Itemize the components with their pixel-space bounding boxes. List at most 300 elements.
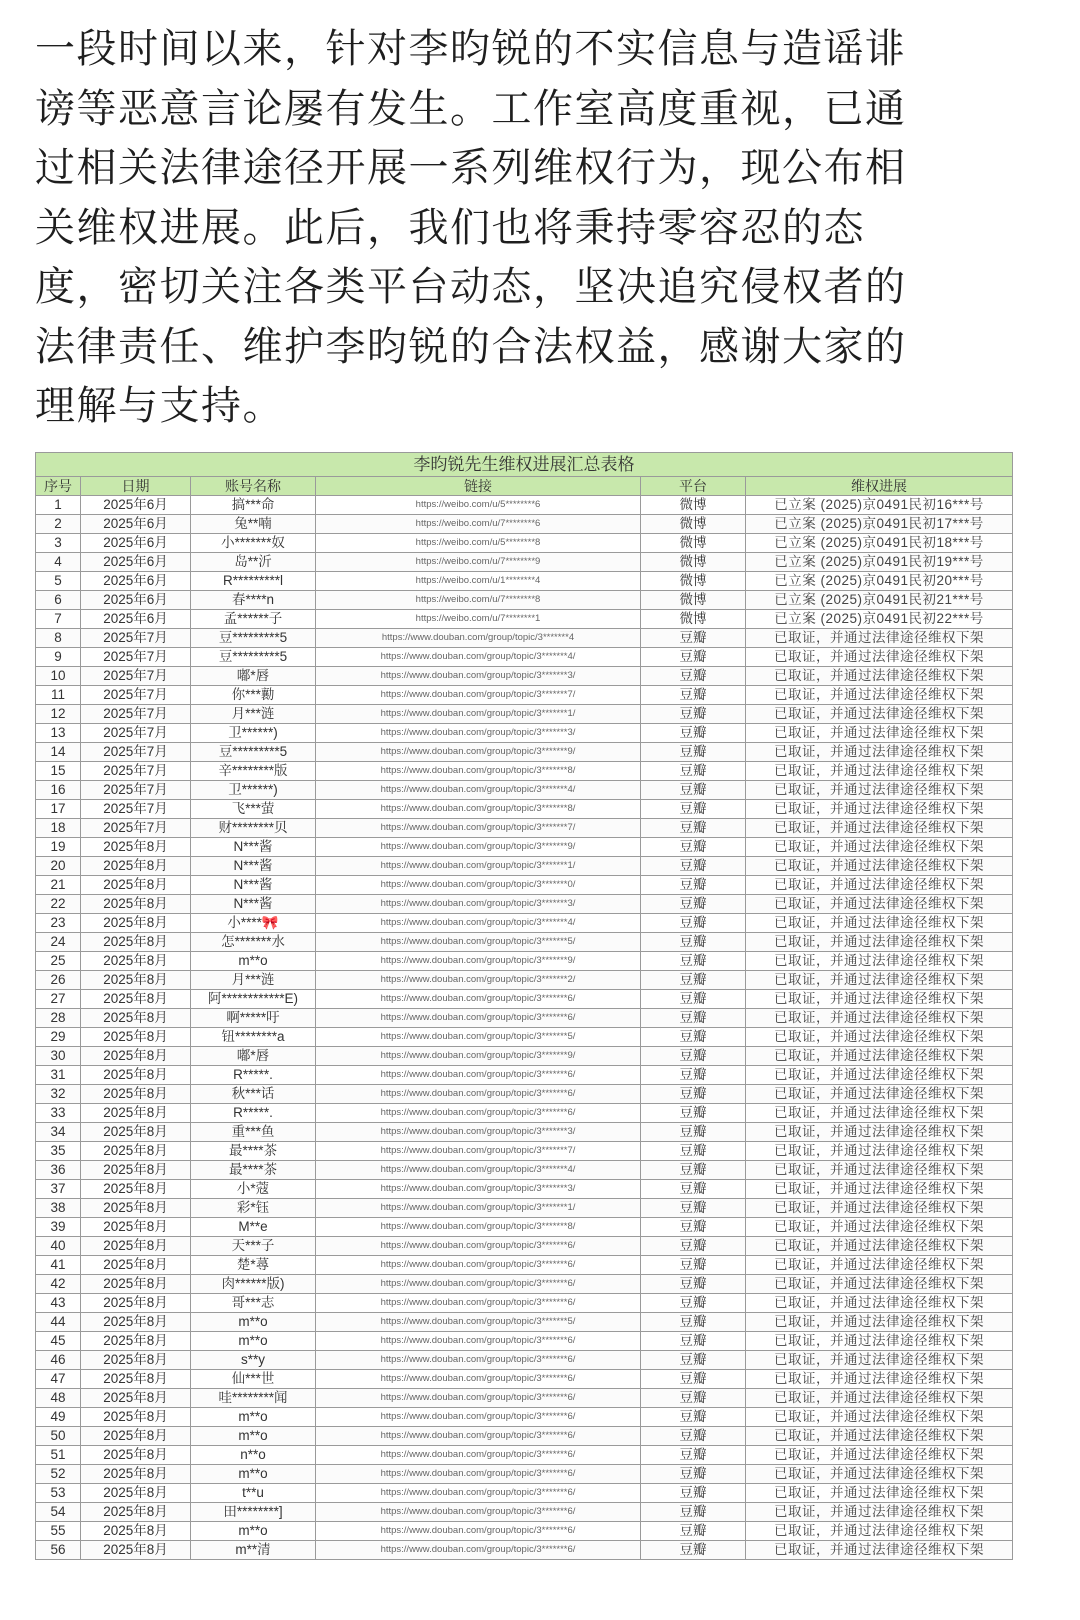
cell-date: 2025年8月 bbox=[81, 933, 191, 952]
cell-account: t**u bbox=[191, 1484, 316, 1503]
cell-index: 52 bbox=[36, 1465, 81, 1484]
cell-progress: 已取证，并通过法律途径维权下架 bbox=[746, 1389, 1013, 1408]
cell-link: https://weibo.com/u/7********9 bbox=[316, 553, 641, 572]
cell-platform: 微博 bbox=[641, 572, 746, 591]
cell-platform: 豆瓣 bbox=[641, 1199, 746, 1218]
cell-progress: 已取证，并通过法律途径维权下架 bbox=[746, 1484, 1013, 1503]
cell-account: N***酱 bbox=[191, 895, 316, 914]
cell-account: 田********] bbox=[191, 1503, 316, 1522]
cell-account: 飞***萤 bbox=[191, 800, 316, 819]
cell-platform: 豆瓣 bbox=[641, 724, 746, 743]
cell-link: https://www.douban.com/group/topic/3*******6/ bbox=[316, 1522, 641, 1541]
cell-link: https://www.douban.com/group/topic/3*******6/ bbox=[316, 1427, 641, 1446]
cell-platform: 豆瓣 bbox=[641, 1085, 746, 1104]
cell-date: 2025年8月 bbox=[81, 1408, 191, 1427]
cell-platform: 豆瓣 bbox=[641, 1408, 746, 1427]
cell-platform: 豆瓣 bbox=[641, 1009, 746, 1028]
cell-link: https://www.douban.com/group/topic/3*******7/ bbox=[316, 1142, 641, 1161]
cell-progress: 已取证，并通过法律途径维权下架 bbox=[746, 1028, 1013, 1047]
cell-platform: 微博 bbox=[641, 553, 746, 572]
cell-progress: 已取证，并通过法律途径维权下架 bbox=[746, 1123, 1013, 1142]
table-row bbox=[36, 1522, 1013, 1541]
cell-link: https://www.douban.com/group/topic/3*******5/ bbox=[316, 1313, 641, 1332]
cell-progress: 已取证，并通过法律途径维权下架 bbox=[746, 914, 1013, 933]
cell-link: https://www.douban.com/group/topic/3*******6/ bbox=[316, 1465, 641, 1484]
cell-platform: 微博 bbox=[641, 534, 746, 553]
table-row bbox=[36, 1199, 1013, 1218]
cell-date: 2025年8月 bbox=[81, 1256, 191, 1275]
cell-index: 48 bbox=[36, 1389, 81, 1408]
cell-platform: 豆瓣 bbox=[641, 1066, 746, 1085]
cell-platform: 豆瓣 bbox=[641, 686, 746, 705]
cell-progress: 已取证，并通过法律途径维权下架 bbox=[746, 1047, 1013, 1066]
cell-account: 小****🎀 bbox=[191, 914, 316, 933]
cell-index: 24 bbox=[36, 933, 81, 952]
cell-date: 2025年8月 bbox=[81, 1351, 191, 1370]
header-index: 序号 bbox=[36, 477, 81, 496]
table-row bbox=[36, 610, 1013, 629]
cell-index: 8 bbox=[36, 629, 81, 648]
cell-account: N***酱 bbox=[191, 838, 316, 857]
cell-link: https://www.douban.com/group/topic/3*******6/ bbox=[316, 1085, 641, 1104]
cell-account: 豆*********5 bbox=[191, 648, 316, 667]
header-progress: 维权进展 bbox=[746, 477, 1013, 496]
cell-account: R*****. bbox=[191, 1066, 316, 1085]
table-header-row bbox=[36, 477, 1013, 496]
cell-account: M**e bbox=[191, 1218, 316, 1237]
cell-progress: 已取证，并通过法律途径维权下架 bbox=[746, 1142, 1013, 1161]
cell-platform: 豆瓣 bbox=[641, 819, 746, 838]
cell-link: https://www.douban.com/group/topic/3*******6/ bbox=[316, 1294, 641, 1313]
cell-account: 岛**沂 bbox=[191, 553, 316, 572]
cell-index: 45 bbox=[36, 1332, 81, 1351]
cell-platform: 微博 bbox=[641, 496, 746, 515]
cell-platform: 豆瓣 bbox=[641, 1294, 746, 1313]
cell-account: 仙***世 bbox=[191, 1370, 316, 1389]
cell-progress: 已立案 (2025)京0491民初17***号 bbox=[746, 515, 1013, 534]
cell-date: 2025年8月 bbox=[81, 1085, 191, 1104]
cell-progress: 已取证，并通过法律途径维权下架 bbox=[746, 724, 1013, 743]
cell-platform: 豆瓣 bbox=[641, 1047, 746, 1066]
cell-platform: 豆瓣 bbox=[641, 1180, 746, 1199]
table-row bbox=[36, 914, 1013, 933]
cell-link: https://www.douban.com/group/topic/3*******6/ bbox=[316, 1009, 641, 1028]
cell-account: m**o bbox=[191, 1332, 316, 1351]
table-row bbox=[36, 781, 1013, 800]
table-row bbox=[36, 705, 1013, 724]
cell-platform: 豆瓣 bbox=[641, 1522, 746, 1541]
cell-index: 17 bbox=[36, 800, 81, 819]
cell-progress: 已取证，并通过法律途径维权下架 bbox=[746, 1085, 1013, 1104]
cell-index: 35 bbox=[36, 1142, 81, 1161]
cell-index: 27 bbox=[36, 990, 81, 1009]
header-link: 链接 bbox=[316, 477, 641, 496]
cell-date: 2025年8月 bbox=[81, 1484, 191, 1503]
cell-link: https://weibo.com/u/1********4 bbox=[316, 572, 641, 591]
cell-account: 楚*蕁 bbox=[191, 1256, 316, 1275]
cell-progress: 已取证，并通过法律途径维权下架 bbox=[746, 838, 1013, 857]
cell-progress: 已取证，并通过法律途径维权下架 bbox=[746, 1104, 1013, 1123]
cell-date: 2025年8月 bbox=[81, 1275, 191, 1294]
cell-date: 2025年8月 bbox=[81, 1313, 191, 1332]
cell-link: https://www.douban.com/group/topic/3*******8/ bbox=[316, 800, 641, 819]
cell-account: 小*蔻 bbox=[191, 1180, 316, 1199]
table-row bbox=[36, 591, 1013, 610]
cell-platform: 豆瓣 bbox=[641, 876, 746, 895]
cell-progress: 已取证，并通过法律途径维权下架 bbox=[746, 819, 1013, 838]
cell-index: 34 bbox=[36, 1123, 81, 1142]
cell-link: https://www.douban.com/group/topic/3*******1/ bbox=[316, 1199, 641, 1218]
cell-account: 啊*****吁 bbox=[191, 1009, 316, 1028]
cell-date: 2025年6月 bbox=[81, 553, 191, 572]
cell-link: https://www.douban.com/group/topic/3*******6/ bbox=[316, 1256, 641, 1275]
post-line: 一段时间以来，针对李昀锐的不实信息与造谣诽 bbox=[35, 26, 907, 72]
cell-link: https://www.douban.com/group/topic/3*******4 bbox=[316, 629, 641, 648]
cell-index: 40 bbox=[36, 1237, 81, 1256]
cell-index: 39 bbox=[36, 1218, 81, 1237]
cell-index: 11 bbox=[36, 686, 81, 705]
cell-platform: 微博 bbox=[641, 591, 746, 610]
cell-index: 23 bbox=[36, 914, 81, 933]
cell-account: 财********贝 bbox=[191, 819, 316, 838]
cell-link: https://www.douban.com/group/topic/3*******5/ bbox=[316, 933, 641, 952]
cell-platform: 豆瓣 bbox=[641, 743, 746, 762]
cell-platform: 豆瓣 bbox=[641, 1446, 746, 1465]
cell-account: 秋***话 bbox=[191, 1085, 316, 1104]
cell-account: 怎*******水 bbox=[191, 933, 316, 952]
cell-date: 2025年6月 bbox=[81, 496, 191, 515]
cell-index: 12 bbox=[36, 705, 81, 724]
cell-progress: 已立案 (2025)京0491民初21***号 bbox=[746, 591, 1013, 610]
cell-progress: 已取证，并通过法律途径维权下架 bbox=[746, 1199, 1013, 1218]
cell-link: https://www.douban.com/group/topic/3*******6/ bbox=[316, 1370, 641, 1389]
cell-date: 2025年8月 bbox=[81, 1332, 191, 1351]
cell-account: m**o bbox=[191, 1313, 316, 1332]
cell-progress: 已取证，并通过法律途径维权下架 bbox=[746, 1237, 1013, 1256]
cell-link: https://www.douban.com/group/topic/3*******6/ bbox=[316, 1275, 641, 1294]
table-row bbox=[36, 800, 1013, 819]
cell-account: 哇********闻 bbox=[191, 1389, 316, 1408]
cell-progress: 已立案 (2025)京0491民初22***号 bbox=[746, 610, 1013, 629]
table-row bbox=[36, 1313, 1013, 1332]
table-row bbox=[36, 496, 1013, 515]
cell-date: 2025年8月 bbox=[81, 1066, 191, 1085]
cell-index: 31 bbox=[36, 1066, 81, 1085]
cell-account: 辛********版 bbox=[191, 762, 316, 781]
cell-account: 重***鱼 bbox=[191, 1123, 316, 1142]
cell-date: 2025年8月 bbox=[81, 1028, 191, 1047]
table-row bbox=[36, 686, 1013, 705]
cell-platform: 豆瓣 bbox=[641, 1351, 746, 1370]
cell-index: 14 bbox=[36, 743, 81, 762]
cell-link: https://www.douban.com/group/topic/3*******6/ bbox=[316, 1237, 641, 1256]
cell-progress: 已取证，并通过法律途径维权下架 bbox=[746, 1161, 1013, 1180]
cell-platform: 豆瓣 bbox=[641, 1465, 746, 1484]
cell-progress: 已取证，并通过法律途径维权下架 bbox=[746, 743, 1013, 762]
cell-link: https://www.douban.com/group/topic/3*******4/ bbox=[316, 781, 641, 800]
cell-progress: 已立案 (2025)京0491民初16***号 bbox=[746, 496, 1013, 515]
cell-platform: 豆瓣 bbox=[641, 629, 746, 648]
cell-platform: 豆瓣 bbox=[641, 838, 746, 857]
table-row bbox=[36, 1256, 1013, 1275]
cell-index: 43 bbox=[36, 1294, 81, 1313]
table-row bbox=[36, 1123, 1013, 1142]
cell-index: 4 bbox=[36, 553, 81, 572]
cell-link: https://www.douban.com/group/topic/3*******5/ bbox=[316, 1028, 641, 1047]
table-row bbox=[36, 1142, 1013, 1161]
header-account: 账号名称 bbox=[191, 477, 316, 496]
cell-progress: 已取证，并通过法律途径维权下架 bbox=[746, 762, 1013, 781]
cell-date: 2025年7月 bbox=[81, 667, 191, 686]
cell-progress: 已取证，并通过法律途径维权下架 bbox=[746, 971, 1013, 990]
table-row bbox=[36, 515, 1013, 534]
header-platform: 平台 bbox=[641, 477, 746, 496]
cell-date: 2025年8月 bbox=[81, 895, 191, 914]
cell-index: 32 bbox=[36, 1085, 81, 1104]
cell-platform: 豆瓣 bbox=[641, 705, 746, 724]
cell-progress: 已取证，并通过法律途径维权下架 bbox=[746, 629, 1013, 648]
cell-date: 2025年7月 bbox=[81, 705, 191, 724]
table-row bbox=[36, 724, 1013, 743]
table-row bbox=[36, 1446, 1013, 1465]
cell-account: R*****. bbox=[191, 1104, 316, 1123]
cell-link: https://www.douban.com/group/topic/3*******7/ bbox=[316, 819, 641, 838]
table-row bbox=[36, 819, 1013, 838]
table-row bbox=[36, 1389, 1013, 1408]
cell-progress: 已取证，并通过法律途径维权下架 bbox=[746, 1332, 1013, 1351]
cell-date: 2025年7月 bbox=[81, 762, 191, 781]
cell-platform: 豆瓣 bbox=[641, 1484, 746, 1503]
cell-link: https://www.douban.com/group/topic/3*******1/ bbox=[316, 705, 641, 724]
cell-platform: 豆瓣 bbox=[641, 1332, 746, 1351]
post-line: 度，密切关注各类平台动态，坚决追究侵权者的 bbox=[35, 264, 907, 310]
cell-platform: 豆瓣 bbox=[641, 648, 746, 667]
table-row bbox=[36, 1009, 1013, 1028]
cell-date: 2025年8月 bbox=[81, 1541, 191, 1560]
cell-account: m**o bbox=[191, 952, 316, 971]
post-line: 关维权进展。此后，我们也将秉持零容忍的态 bbox=[35, 204, 865, 251]
cell-date: 2025年8月 bbox=[81, 1047, 191, 1066]
cell-progress: 已取证，并通过法律途径维权下架 bbox=[746, 1180, 1013, 1199]
table-row bbox=[36, 762, 1013, 781]
cell-date: 2025年8月 bbox=[81, 876, 191, 895]
cell-index: 36 bbox=[36, 1161, 81, 1180]
cell-progress: 已取证，并通过法律途径维权下架 bbox=[746, 705, 1013, 724]
cell-account: 嘟*唇 bbox=[191, 667, 316, 686]
cell-account: 卫******) bbox=[191, 724, 316, 743]
table-row bbox=[36, 1351, 1013, 1370]
cell-link: https://www.douban.com/group/topic/3*******9/ bbox=[316, 838, 641, 857]
table-row bbox=[36, 553, 1013, 572]
cell-platform: 豆瓣 bbox=[641, 1370, 746, 1389]
cell-date: 2025年8月 bbox=[81, 1370, 191, 1389]
cell-platform: 豆瓣 bbox=[641, 1104, 746, 1123]
cell-account: N***酱 bbox=[191, 857, 316, 876]
cell-date: 2025年8月 bbox=[81, 1009, 191, 1028]
cell-link: https://www.douban.com/group/topic/3*******6/ bbox=[316, 1351, 641, 1370]
cell-platform: 微博 bbox=[641, 515, 746, 534]
cell-date: 2025年7月 bbox=[81, 686, 191, 705]
cell-account: n**o bbox=[191, 1446, 316, 1465]
cell-platform: 豆瓣 bbox=[641, 1313, 746, 1332]
cell-index: 29 bbox=[36, 1028, 81, 1047]
cell-link: https://www.douban.com/group/topic/3*******6/ bbox=[316, 1541, 641, 1560]
cell-platform: 豆瓣 bbox=[641, 1503, 746, 1522]
table-row bbox=[36, 1047, 1013, 1066]
cell-account: 钮********a bbox=[191, 1028, 316, 1047]
cell-index: 30 bbox=[36, 1047, 81, 1066]
table-row bbox=[36, 1180, 1013, 1199]
cell-link: https://weibo.com/u/7********6 bbox=[316, 515, 641, 534]
cell-date: 2025年7月 bbox=[81, 724, 191, 743]
cell-account: 肉******版) bbox=[191, 1275, 316, 1294]
cell-platform: 豆瓣 bbox=[641, 1123, 746, 1142]
cell-account: m**o bbox=[191, 1522, 316, 1541]
cell-date: 2025年8月 bbox=[81, 1180, 191, 1199]
cell-date: 2025年8月 bbox=[81, 971, 191, 990]
cell-index: 5 bbox=[36, 572, 81, 591]
cell-progress: 已立案 (2025)京0491民初19***号 bbox=[746, 553, 1013, 572]
cell-link: https://www.douban.com/group/topic/3*******4/ bbox=[316, 914, 641, 933]
rights-progress-table bbox=[35, 452, 1013, 1560]
table-row bbox=[36, 1104, 1013, 1123]
cell-account: 兔**喃 bbox=[191, 515, 316, 534]
table-row bbox=[36, 1370, 1013, 1389]
cell-progress: 已取证，并通过法律途径维权下架 bbox=[746, 1275, 1013, 1294]
cell-progress: 已取证，并通过法律途径维权下架 bbox=[746, 933, 1013, 952]
cell-account: m**o bbox=[191, 1465, 316, 1484]
cell-index: 15 bbox=[36, 762, 81, 781]
cell-platform: 豆瓣 bbox=[641, 1028, 746, 1047]
cell-account: 月***涟 bbox=[191, 705, 316, 724]
cell-progress: 已取证，并通过法律途径维权下架 bbox=[746, 686, 1013, 705]
cell-link: https://www.douban.com/group/topic/3*******3/ bbox=[316, 1180, 641, 1199]
table-row bbox=[36, 971, 1013, 990]
cell-progress: 已立案 (2025)京0491民初20***号 bbox=[746, 572, 1013, 591]
cell-index: 55 bbox=[36, 1522, 81, 1541]
cell-index: 21 bbox=[36, 876, 81, 895]
cell-date: 2025年7月 bbox=[81, 629, 191, 648]
post-line: 法律责任、维护李昀锐的合法权益，感谢大家的 bbox=[35, 323, 907, 370]
table-row bbox=[36, 857, 1013, 876]
cell-progress: 已取证，并通过法律途径维权下架 bbox=[746, 1066, 1013, 1085]
cell-progress: 已立案 (2025)京0491民初18***号 bbox=[746, 534, 1013, 553]
cell-link: https://www.douban.com/group/topic/3*******3/ bbox=[316, 724, 641, 743]
cell-index: 3 bbox=[36, 534, 81, 553]
cell-progress: 已取证，并通过法律途径维权下架 bbox=[746, 857, 1013, 876]
cell-index: 53 bbox=[36, 1484, 81, 1503]
table-row bbox=[36, 572, 1013, 591]
cell-link: https://www.douban.com/group/topic/3*******3/ bbox=[316, 1123, 641, 1142]
table-row bbox=[36, 1332, 1013, 1351]
cell-link: https://www.douban.com/group/topic/3*******2/ bbox=[316, 971, 641, 990]
table-row bbox=[36, 895, 1013, 914]
cell-link: https://www.douban.com/group/topic/3*******6/ bbox=[316, 990, 641, 1009]
cell-index: 51 bbox=[36, 1446, 81, 1465]
cell-link: https://www.douban.com/group/topic/3*******6/ bbox=[316, 1408, 641, 1427]
table-title: 李昀锐先生维权进展汇总表格 bbox=[36, 453, 1013, 477]
cell-progress: 已取证，并通过法律途径维权下架 bbox=[746, 895, 1013, 914]
cell-date: 2025年7月 bbox=[81, 781, 191, 800]
cell-link: https://www.douban.com/group/topic/3*******1/ bbox=[316, 857, 641, 876]
table-row bbox=[36, 990, 1013, 1009]
cell-account: 阿************E) bbox=[191, 990, 316, 1009]
cell-account: 哥***志 bbox=[191, 1294, 316, 1313]
cell-link: https://www.douban.com/group/topic/3*******3/ bbox=[316, 895, 641, 914]
cell-platform: 豆瓣 bbox=[641, 800, 746, 819]
cell-link: https://www.douban.com/group/topic/3*******9/ bbox=[316, 952, 641, 971]
table-row bbox=[36, 838, 1013, 857]
cell-platform: 豆瓣 bbox=[641, 1218, 746, 1237]
cell-platform: 豆瓣 bbox=[641, 762, 746, 781]
cell-index: 18 bbox=[36, 819, 81, 838]
cell-date: 2025年8月 bbox=[81, 1218, 191, 1237]
cell-index: 2 bbox=[36, 515, 81, 534]
cell-index: 44 bbox=[36, 1313, 81, 1332]
cell-index: 16 bbox=[36, 781, 81, 800]
cell-index: 54 bbox=[36, 1503, 81, 1522]
cell-platform: 豆瓣 bbox=[641, 952, 746, 971]
cell-progress: 已取证，并通过法律途径维权下架 bbox=[746, 876, 1013, 895]
cell-date: 2025年8月 bbox=[81, 1465, 191, 1484]
cell-account: 孟******子 bbox=[191, 610, 316, 629]
cell-index: 56 bbox=[36, 1541, 81, 1560]
cell-account: 最****茶 bbox=[191, 1161, 316, 1180]
cell-date: 2025年8月 bbox=[81, 1389, 191, 1408]
cell-progress: 已取证，并通过法律途径维权下架 bbox=[746, 1294, 1013, 1313]
table-row bbox=[36, 534, 1013, 553]
cell-progress: 已取证，并通过法律途径维权下架 bbox=[746, 800, 1013, 819]
post-line: 谤等恶意言论屡有发生。工作室高度重视，已通 bbox=[35, 85, 907, 132]
cell-link: https://www.douban.com/group/topic/3*******6/ bbox=[316, 1503, 641, 1522]
cell-platform: 豆瓣 bbox=[641, 914, 746, 933]
cell-link: https://www.douban.com/group/topic/3*******6/ bbox=[316, 1066, 641, 1085]
cell-date: 2025年7月 bbox=[81, 648, 191, 667]
cell-date: 2025年6月 bbox=[81, 515, 191, 534]
cell-index: 50 bbox=[36, 1427, 81, 1446]
table-row bbox=[36, 667, 1013, 686]
cell-index: 10 bbox=[36, 667, 81, 686]
cell-account: 月***涟 bbox=[191, 971, 316, 990]
cell-link: https://www.douban.com/group/topic/3*******6/ bbox=[316, 1332, 641, 1351]
cell-date: 2025年8月 bbox=[81, 1161, 191, 1180]
cell-link: https://www.douban.com/group/topic/3*******6/ bbox=[316, 1389, 641, 1408]
cell-progress: 已取证，并通过法律途径维权下架 bbox=[746, 1503, 1013, 1522]
cell-index: 7 bbox=[36, 610, 81, 629]
cell-progress: 已取证，并通过法律途径维权下架 bbox=[746, 1465, 1013, 1484]
cell-link: https://www.douban.com/group/topic/3*******9/ bbox=[316, 1047, 641, 1066]
cell-account: 搞***命 bbox=[191, 496, 316, 515]
cell-progress: 已取证，并通过法律途径维权下架 bbox=[746, 990, 1013, 1009]
cell-index: 22 bbox=[36, 895, 81, 914]
cell-platform: 豆瓣 bbox=[641, 1541, 746, 1560]
cell-progress: 已取证，并通过法律途径维权下架 bbox=[746, 667, 1013, 686]
cell-progress: 已取证，并通过法律途径维权下架 bbox=[746, 1522, 1013, 1541]
cell-index: 20 bbox=[36, 857, 81, 876]
cell-account: m**o bbox=[191, 1408, 316, 1427]
cell-account: 春****n bbox=[191, 591, 316, 610]
cell-platform: 豆瓣 bbox=[641, 1256, 746, 1275]
post-line: 过相关法律途径开展一系列维权行为，现公布相 bbox=[35, 145, 907, 191]
cell-progress: 已取证，并通过法律途径维权下架 bbox=[746, 648, 1013, 667]
cell-link: https://www.douban.com/group/topic/3*******9/ bbox=[316, 743, 641, 762]
cell-progress: 已取证，并通过法律途径维权下架 bbox=[746, 781, 1013, 800]
cell-account: R*********l bbox=[191, 572, 316, 591]
cell-date: 2025年8月 bbox=[81, 1142, 191, 1161]
cell-index: 13 bbox=[36, 724, 81, 743]
cell-account: 彩*钰 bbox=[191, 1199, 316, 1218]
table-row bbox=[36, 1294, 1013, 1313]
